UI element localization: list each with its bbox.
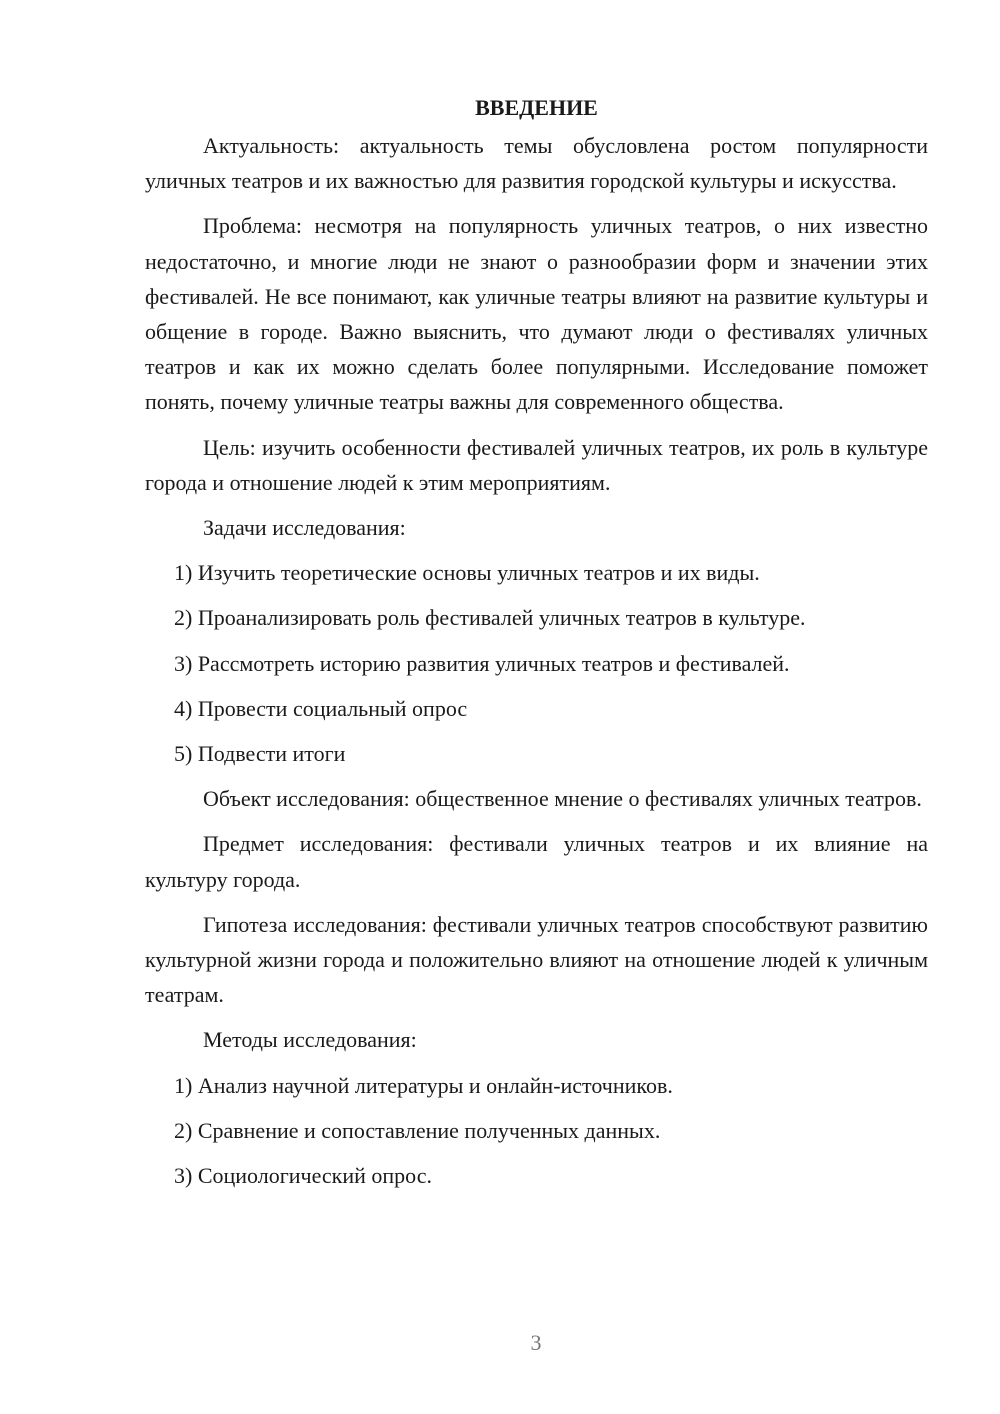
task-item: 4) Провести социальный опрос — [174, 695, 468, 721]
task-item: 3) Рассмотреть историю развития уличных театров и фестивалей. — [174, 650, 790, 676]
section-heading: ВВЕДЕНИЕ — [475, 95, 598, 120]
method-item: 1) Анализ научной литературы и онлайн-источников. — [174, 1072, 673, 1098]
relevance-paragraph: Актуальность: актуальность темы обусловлена ростом популярности уличных театров и их важностью для развития городской культуры и искусства. — [145, 133, 928, 194]
methods-label: Методы исследования: — [203, 1027, 417, 1053]
method-item: 3) Социологический опрос. — [174, 1163, 432, 1189]
goal-paragraph: Цель: изучить особенности фестивалей уличных театров, их роль в культуре города и отношение людей к этим мероприятиям. — [145, 434, 928, 495]
task-item: 2) Проанализировать роль фестивалей уличных театров в культуре. — [174, 605, 806, 631]
tasks-label: Задачи исследования: — [203, 515, 406, 541]
subject-paragraph: Предмет исследования: фестивали уличных театров и их влияние на культуру города. — [145, 831, 928, 892]
task-item: 5) Подвести итоги — [174, 741, 346, 767]
document-page — [145, 92, 928, 1203]
methods-list — [145, 1068, 928, 1194]
object-paragraph: Объект исследования: общественное мнение о фестивалях уличных театров. — [203, 786, 922, 812]
hypothesis-paragraph: Гипотеза исследования: фестивали уличных театров способствуют развитию культурной жизни города и положительно влияют на отношение людей к уличным театрам. — [145, 911, 928, 1008]
problem-paragraph: Проблема: несмотря на популярность уличных театров, о них известно недостаточно, и многие люди не знают о разнообразии форм и значении этих фестивалей. Не все понимают, как уличные театры влияют на развитие культуры и общение в городе. Важно выяснить, что думают люди о фестивалях уличных театров и как их можно сделать более популярными. Исследование поможет понять, почему уличные театры важны для современного общества. — [145, 213, 928, 415]
page-number: 3 — [530, 1330, 542, 1355]
tasks-list — [145, 555, 928, 771]
method-item: 2) Сравнение и сопоставление полученных данных. — [174, 1117, 661, 1143]
task-item: 1) Изучить теоретические основы уличных театров и их виды. — [174, 560, 760, 586]
